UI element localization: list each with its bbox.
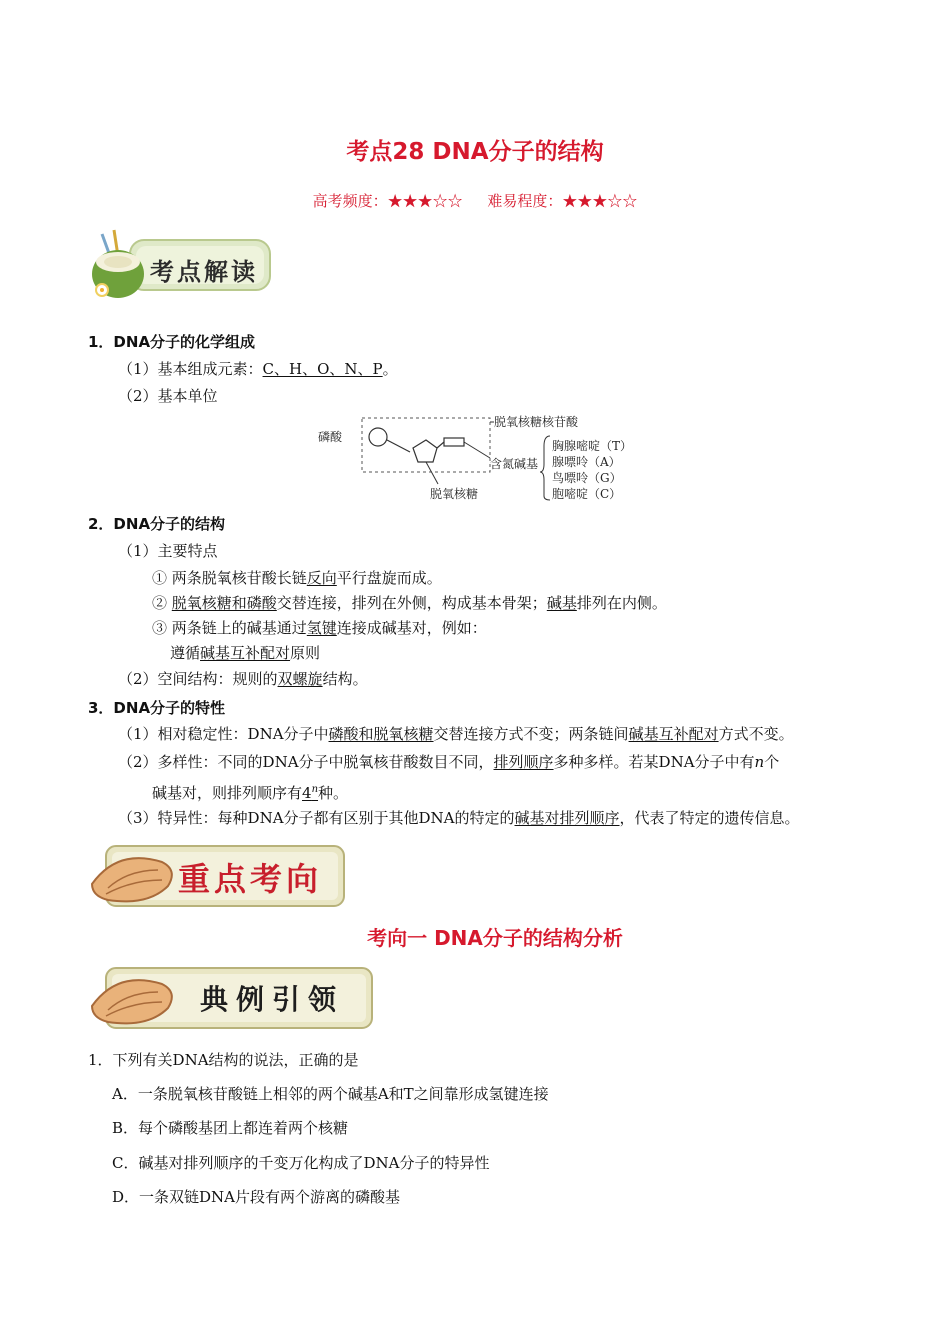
- banner-zhongdian: [88, 840, 350, 912]
- base-t: 胸腺嘧啶（T）: [552, 439, 633, 453]
- option-a: A．一条脱氧核苷酸链上相邻的两个碱基A和T之间靠形成氢键连接: [112, 1085, 549, 1103]
- section2-heading: 2．DNA分子的结构: [88, 515, 226, 533]
- section2-point1: ① 两条脱氧核苷酸长链反向平行盘旋而成。: [152, 569, 442, 587]
- option-d: D．一条双链DNA片段有两个游离的磷酸基: [112, 1188, 401, 1206]
- base-g: 鸟嘌呤（G）: [552, 471, 622, 485]
- label-sugar: 脱氧核糖: [430, 487, 479, 501]
- base-c: 胞嘧啶（C）: [552, 487, 622, 501]
- section1-item2: （2）基本单位: [118, 387, 218, 405]
- question-stem: 1．下列有关DNA结构的说法，正确的是: [88, 1051, 359, 1069]
- frequency-line: [0, 190, 950, 211]
- section3-item3: （3）特异性：每种DNA分子都有区别于其他DNA的特定的碱基对排列顺序，代表了特定的遗传信息。: [118, 809, 800, 827]
- section2-point2: ② 脱氧核糖和磷酸交替连接，排列在外侧，构成基本骨架；碱基排列在内侧。: [152, 594, 667, 612]
- answer-elements: C、H、O、N、P: [262, 360, 383, 378]
- banner-dianli: [88, 962, 378, 1034]
- section3-item1: （1）相对稳定性：DNA分子中磷酸和脱氧核糖交替连接方式不变；两条链间碱基互补配对方式不变。: [118, 725, 794, 743]
- sugar-pentagon: [413, 440, 437, 462]
- section2-point3: ③ 两条链上的碱基通过氢键连接成碱基对，例如：: [152, 619, 487, 637]
- nucleotide-diagram: [318, 410, 638, 506]
- section2-item2: （2）空间结构：规则的双螺旋结构。: [118, 670, 368, 688]
- page-title: 考点28 DNA分子的结构: [346, 139, 604, 165]
- difficulty-rating: 难易程度：★★★☆☆: [487, 192, 638, 210]
- section2-item1: （1）主要特点: [118, 542, 218, 560]
- banner-kaodian-text: 考点解读: [150, 258, 258, 286]
- label-nucleotide: 脱氧核糖核苷酸: [494, 415, 579, 429]
- label-base: 含氮碱基: [490, 457, 539, 471]
- section1-item1: （1）基本组成元素：C、H、O、N、P。: [118, 360, 398, 378]
- section3-heading: 3．DNA分子的特性: [88, 699, 226, 717]
- base-rect: [444, 438, 464, 446]
- label-phosphate: 磷酸: [318, 430, 343, 444]
- section3-item2: （2）多样性：不同的DNA分子中脱氧核苷酸数目不同，排列顺序多种多样。若某DNA分子中有n个: [118, 753, 780, 771]
- banner-kaodian: [88, 226, 278, 304]
- subsection-title: 考向一 DNA分子的结构分析: [367, 926, 623, 950]
- phosphate-circle: [369, 428, 387, 446]
- option-c: C．碱基对排列顺序的千变万化构成了DNA分子的特异性: [112, 1154, 490, 1172]
- base-a: 腺嘌呤（A）: [552, 455, 621, 469]
- section2-point4: 遵循碱基互补配对原则: [170, 644, 321, 662]
- banner-dianli-text: 典例引领: [200, 983, 345, 1016]
- option-b: B．每个磷酸基团上都连着两个核糖: [112, 1119, 349, 1137]
- banner-zhongdian-text: 重点考向: [178, 860, 323, 898]
- section1-heading: 1．DNA分子的化学组成: [88, 333, 256, 351]
- gaokao-frequency: 高考频度：★★★☆☆: [312, 192, 463, 210]
- section3-item2-cont: 碱基对，则排列顺序有4$^n$种。: [152, 784, 349, 802]
